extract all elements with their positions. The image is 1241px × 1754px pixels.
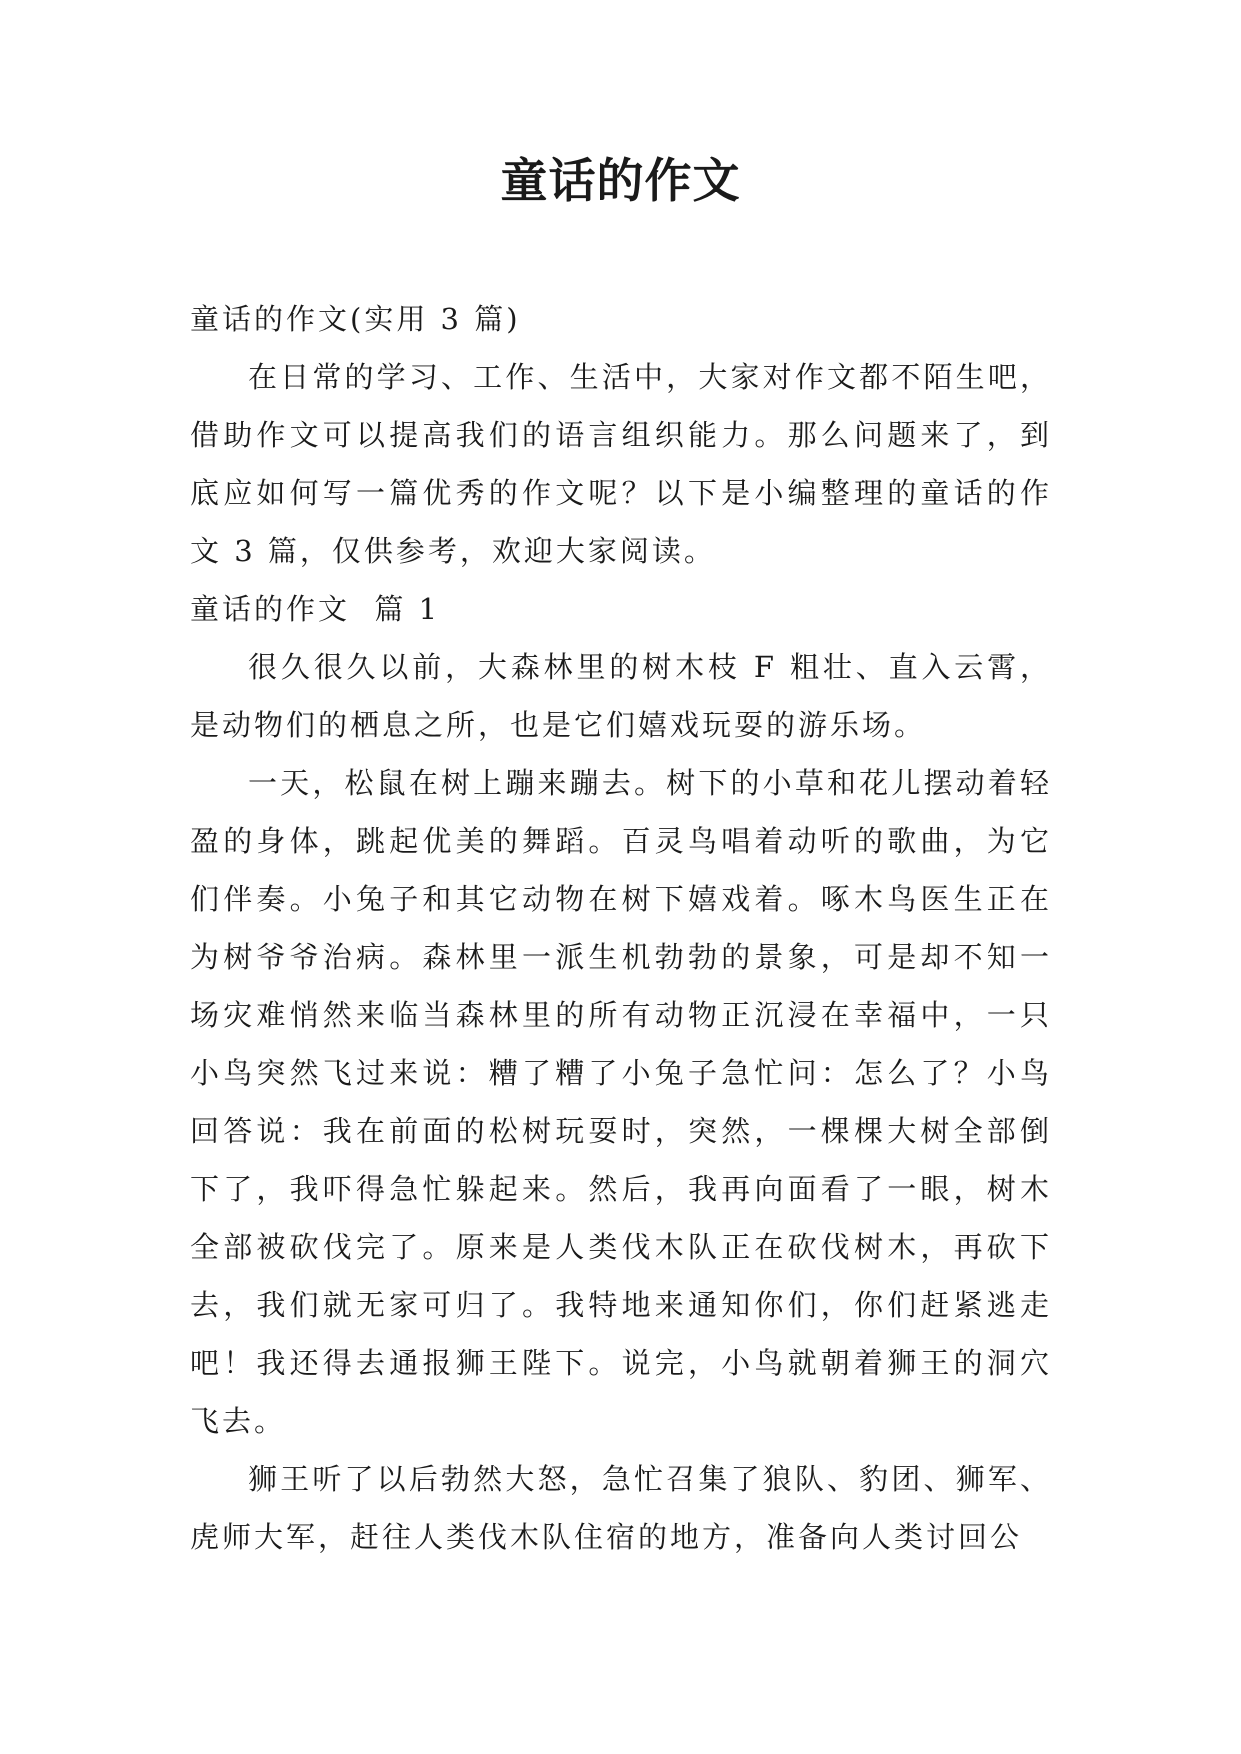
story-paragraph-2: 一天，松鼠在树上蹦来蹦去。树下的小草和花儿摆动着轻盈的身体，跳起优美的舞蹈。百灵鸟唱着动听的歌曲，为它们伴奏。小兔子和其它动物在树下嬉戏着。啄木鸟医生正在为树爷爷治病。森林里一派生机勃勃的景象，可是却不知一场灾难悄然来临当森林里的所有动物正沉浸在幸福中，一只小鸟突然飞过来说：糟了糟了小兔子急忙问：怎么了？小鸟回答说：我在前面的松树玩耍时，突然，一棵棵大树全部倒下了，我吓得急忙躲起来。然后，我再向面看了一眼，树木全部被砍伐完了。原来是人类伐木队正在砍伐树木，再砍下去，我们就无家可归了。我特地来通知你们，你们赶紧逃走吧！我还得去通报狮王陛下。说完，小鸟就朝着狮王的洞穴飞去。 (190, 766, 1052, 1438)
story-paragraph-3: 狮王听了以后勃然大怒，急忙召集了狼队、豹团、狮军、虎师大军，赶往人类伐木队住宿的地方，准备向人类讨回公 (190, 1462, 1052, 1554)
story-paragraph-1: 很久很久以前，大森林里的树木枝 F 粗壮、直入云霄，是动物们的栖息之所，也是它们嬉戏玩耍的游乐场。 (190, 650, 1052, 742)
document-title: 童话的作文 (500, 154, 741, 209)
subtitle-line: 童话的作文(实用 3 篇) (190, 302, 521, 336)
intro-paragraph: 在日常的学习、工作、生活中，大家对作文都不陌生吧，借助作文可以提高我们的语言组织能力。那么问题来了，到底应如何写一篇优秀的作文呢？以下是小编整理的童话的作文 3 篇，仅供参考，欢迎大家阅读。 (190, 360, 1052, 568)
document-body (190, 290, 1052, 1566)
section-heading: 童话的作文 篇 1 (190, 592, 441, 626)
